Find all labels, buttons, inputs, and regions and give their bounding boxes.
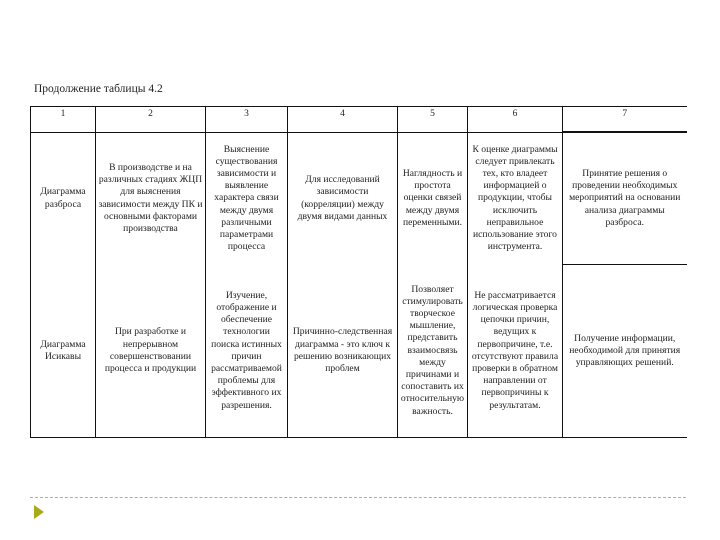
table-cell: Наглядность и простота оценки связей между двумя переменными. (398, 132, 468, 265)
table-caption: Продолжение таблицы 4.2 (34, 83, 163, 95)
table-cell: Для исследований зависимости (корреляции) между двумя видами данных (288, 132, 398, 265)
header-cell: 1 (31, 107, 96, 133)
table-cell: Не рассматривается логическая проверка цепочки причин, ведущих к первопричине, т.е. отсутствуют правила проверки в обратном направлении от первопричины к результатам. (468, 265, 563, 438)
header-cell: 4 (288, 107, 398, 133)
header-cell: 6 (468, 107, 563, 133)
header-cell: 7 (563, 107, 687, 133)
table-cell: Изучение, отображение и обеспечение технологии поиска истинных причин рассматриваемой проблемы для эффективного их разрешения. (206, 265, 288, 438)
comparison-table (30, 106, 687, 438)
header-cell: 3 (206, 107, 288, 133)
table-cell: Диаграмма разброса (31, 132, 96, 265)
table-cell: Позволяет стимулировать творческое мышление, представить взаимосвязь между причинами и сопоставить их относительную важность. (398, 265, 468, 438)
table-row (31, 265, 687, 438)
triangle-bullet-icon (34, 505, 44, 519)
header-cell: 2 (96, 107, 206, 133)
header-cell: 5 (398, 107, 468, 133)
table-header-row (31, 107, 687, 133)
table-cell: Получение информации, необходимой для принятия управляющих решений. (563, 265, 687, 438)
table-cell: При разработке и непрерывном совершенствовании процесса и продукции (96, 265, 206, 438)
table-cell: Принятие решения о проведении необходимых мероприятий на основании анализа диаграммы разброса. (563, 132, 687, 265)
table-row (31, 132, 687, 265)
table-cell: К оценке диаграммы следует привлекать тех, кто владеет информацией о продукции, чтобы исключить неправильное использование этого инструмента. (468, 132, 563, 265)
dashed-divider (30, 497, 686, 498)
table-cell: Диаграмма Исикавы (31, 265, 96, 438)
table-cell: Выяснение существования зависимости и выявление характера связи между двумя различными параметрами процесса (206, 132, 288, 265)
table-cell: Причинно-следственная диаграмма - это ключ к решению возникающих проблем (288, 265, 398, 438)
table-cell: В производстве и на различных стадиях ЖЦП для выяснения зависимости между ПК и основными факторами производства (96, 132, 206, 265)
